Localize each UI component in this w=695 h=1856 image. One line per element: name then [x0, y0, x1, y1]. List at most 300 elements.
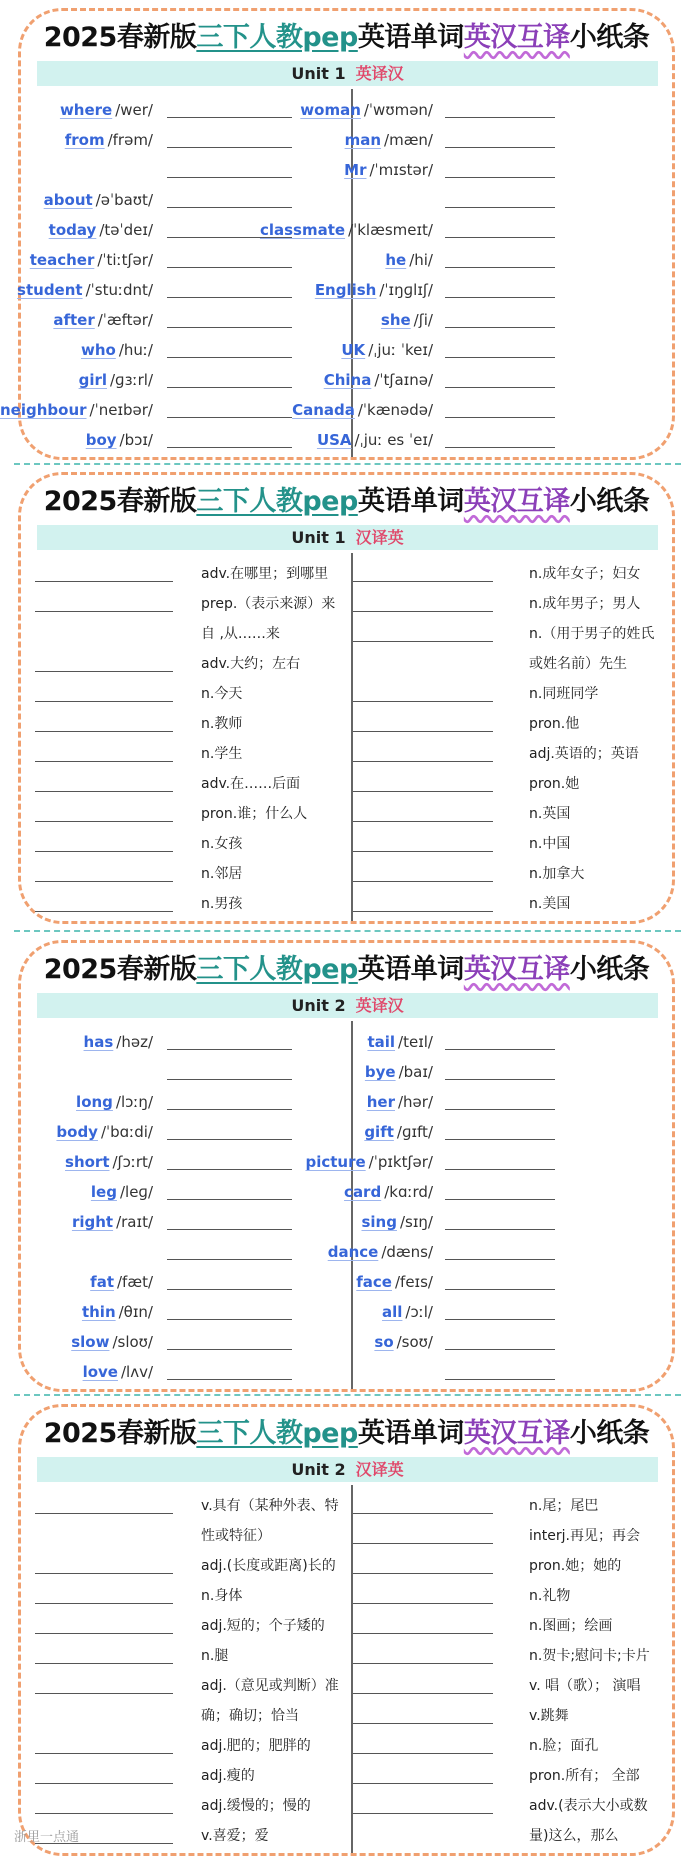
- chinese-meaning: v.喜爱；爱: [201, 1828, 269, 1844]
- answer-blank[interactable]: [35, 881, 173, 882]
- vocab-word: dance: [327, 1243, 379, 1261]
- vocab-word: about: [43, 191, 93, 209]
- vocab-word-entry: [91, 1177, 153, 1207]
- unit-label: Unit 2: [291, 1460, 346, 1479]
- chinese-meaning: 性或特征）: [201, 1528, 271, 1544]
- answer-blank[interactable]: [35, 701, 173, 702]
- phonetic: /ɡɪft/: [396, 1123, 433, 1141]
- chinese-meaning: n.身体: [201, 1588, 243, 1604]
- answer-blank[interactable]: [167, 327, 292, 328]
- phonetic: /baɪ/: [398, 1063, 433, 1081]
- title-prefix: 2025春新版: [43, 1418, 197, 1449]
- phonetic: /ʃi/: [413, 311, 433, 329]
- vocab-word: love: [82, 1363, 118, 1381]
- vocab-card: [18, 940, 675, 1392]
- vocab-word-entry: [65, 125, 153, 155]
- vocab-word: man: [344, 131, 382, 149]
- chinese-meaning: n.同班同学: [529, 686, 599, 702]
- answer-blank[interactable]: [353, 821, 493, 822]
- vocab-word-entry: [345, 125, 433, 155]
- vocab-word-entry: [300, 95, 433, 125]
- answer-blank[interactable]: [35, 851, 173, 852]
- answer-blank[interactable]: [353, 911, 493, 912]
- answer-blank[interactable]: [167, 1289, 292, 1290]
- chinese-meaning: n.礼物: [529, 1588, 571, 1604]
- vocab-word-entry: [305, 1147, 433, 1177]
- phonetic: /ˈæftər/: [97, 311, 153, 329]
- answer-blank[interactable]: [445, 387, 555, 388]
- vocab-word: picture: [305, 1153, 366, 1171]
- vocab-word: long: [76, 1093, 113, 1111]
- title-mode: 英汉互译: [463, 486, 570, 517]
- phonetic: /ˈstuːdnt/: [85, 281, 153, 299]
- answer-blank[interactable]: [353, 641, 493, 642]
- answer-blank[interactable]: [35, 1783, 173, 1784]
- vocab-word-entry: [17, 275, 153, 305]
- phonetic: /ˈpɪktʃər/: [368, 1153, 433, 1171]
- chinese-meaning: 或姓名前）先生: [529, 656, 627, 672]
- chinese-meaning: n.男孩: [201, 896, 243, 912]
- phonetic: /hər/: [397, 1093, 433, 1111]
- answer-blank[interactable]: [167, 1169, 292, 1170]
- phonetic: /hi/: [409, 251, 433, 269]
- answer-blank[interactable]: [35, 911, 173, 912]
- answer-blank[interactable]: [445, 207, 555, 208]
- phonetic: /lɔːŋ/: [115, 1093, 153, 1111]
- chinese-meaning: prep.（表示来源）来: [201, 596, 336, 612]
- answer-blank[interactable]: [167, 1379, 292, 1380]
- vocab-word: Mr: [344, 161, 367, 179]
- vocab-word-entry: [83, 1357, 153, 1387]
- phonetic: /leɡ/: [119, 1183, 153, 1201]
- answer-blank[interactable]: [445, 1199, 555, 1200]
- answer-blank[interactable]: [167, 1349, 292, 1350]
- vocab-word: fat: [90, 1273, 114, 1291]
- title-middle: 英语单词: [357, 1418, 464, 1449]
- answer-blank[interactable]: [353, 761, 493, 762]
- phonetic: /ˈneɪbər/: [89, 401, 153, 419]
- chinese-meaning: n.腿: [201, 1648, 229, 1664]
- answer-blank[interactable]: [445, 237, 555, 238]
- chinese-meaning: n.贺卡;慰问卡;卡片: [529, 1648, 650, 1664]
- mode-label: 汉译英: [355, 528, 404, 547]
- answer-blank[interactable]: [445, 327, 555, 328]
- card-title: [21, 479, 672, 518]
- chinese-meaning: n.成年女子；妇女: [529, 566, 641, 582]
- phonetic: /soʊ/: [396, 1333, 433, 1351]
- vocab-word: student: [17, 281, 83, 299]
- answer-blank[interactable]: [167, 1049, 292, 1050]
- answer-blank[interactable]: [167, 1229, 292, 1230]
- answer-blank[interactable]: [35, 611, 173, 612]
- chinese-meaning: pron.她；她的: [529, 1558, 622, 1574]
- vocab-word-entry: [344, 1177, 433, 1207]
- vocab-word: Canada: [292, 401, 355, 419]
- vocab-word: so: [374, 1333, 394, 1351]
- title-edition: 三下人教pep: [196, 22, 358, 53]
- vocab-word: tail: [367, 1033, 396, 1051]
- unit-bar: [37, 1457, 658, 1482]
- chinese-meaning: adj.短的；个子矮的: [201, 1618, 325, 1634]
- chinese-meaning: n.成年男子；男人: [529, 596, 641, 612]
- vocab-word: neighbour: [0, 401, 87, 419]
- answer-blank[interactable]: [353, 1813, 493, 1814]
- chinese-meaning: n.邻居: [201, 866, 243, 882]
- vocab-word: where: [59, 101, 113, 119]
- answer-blank[interactable]: [445, 1079, 555, 1080]
- answer-blank[interactable]: [353, 1603, 493, 1604]
- answer-blank[interactable]: [353, 851, 493, 852]
- answer-blank[interactable]: [445, 1379, 555, 1380]
- chinese-meaning: adj.缓慢的；慢的: [201, 1798, 311, 1814]
- phonetic: /ˈbɑːdi/: [100, 1123, 153, 1141]
- answer-blank[interactable]: [353, 1513, 493, 1514]
- chinese-meaning: adv.大约；左右: [201, 656, 301, 672]
- vocab-word-entry: [90, 1267, 153, 1297]
- vocab-word-entry: [365, 1057, 433, 1087]
- chinese-meaning: 量)这么，那么: [529, 1828, 619, 1844]
- unit-bar: [37, 61, 658, 86]
- vocab-word: short: [65, 1153, 110, 1171]
- phonetic: /fæt/: [117, 1273, 153, 1291]
- phonetic: /teɪl/: [398, 1033, 433, 1051]
- answer-blank[interactable]: [445, 177, 555, 178]
- vocab-word: her: [366, 1093, 395, 1111]
- answer-blank[interactable]: [445, 297, 555, 298]
- vocab-word-entry: [86, 425, 153, 455]
- answer-blank[interactable]: [167, 387, 292, 388]
- answer-blank[interactable]: [353, 581, 493, 582]
- vocab-word-entry: [385, 245, 433, 275]
- answer-blank[interactable]: [445, 1259, 555, 1260]
- answer-blank[interactable]: [445, 357, 555, 358]
- vocab-word-entry: [374, 1327, 433, 1357]
- title-middle: 英语单词: [357, 954, 464, 985]
- chinese-meaning: n.美国: [529, 896, 571, 912]
- title-prefix: 2025春新版: [43, 486, 197, 517]
- phonetic: /huː/: [118, 341, 153, 359]
- phonetic: /ʃɔːrt/: [112, 1153, 153, 1171]
- card-title: [21, 15, 672, 54]
- answer-blank[interactable]: [35, 1693, 173, 1694]
- vocab-word-entry: [382, 1297, 433, 1327]
- title-suffix: 小纸条: [569, 954, 650, 985]
- title-suffix: 小纸条: [569, 486, 650, 517]
- phonetic: /bɔɪ/: [119, 431, 153, 449]
- chinese-meaning: n.加拿大: [529, 866, 585, 882]
- answer-blank[interactable]: [35, 1513, 173, 1514]
- answer-blank[interactable]: [353, 611, 493, 612]
- answer-blank[interactable]: [445, 1049, 555, 1050]
- answer-blank[interactable]: [167, 1109, 292, 1110]
- title-mode: 英汉互译: [463, 22, 570, 53]
- answer-blank[interactable]: [167, 1079, 292, 1080]
- vocab-word-entry: [79, 365, 153, 395]
- vocab-word-entry: [367, 1087, 433, 1117]
- answer-blank[interactable]: [167, 147, 292, 148]
- vocab-word: body: [56, 1123, 98, 1141]
- vocab-word-entry: [367, 1027, 433, 1057]
- answer-blank[interactable]: [167, 1319, 292, 1320]
- answer-blank[interactable]: [35, 791, 173, 792]
- phonetic: /kɑːrd/: [384, 1183, 433, 1201]
- answer-blank[interactable]: [167, 1259, 292, 1260]
- phonetic: /ˈɪŋɡlɪʃ/: [379, 281, 433, 299]
- answer-blank[interactable]: [353, 1783, 493, 1784]
- chinese-meaning: 自 ,从……来: [201, 626, 280, 642]
- title-middle: 英语单词: [357, 22, 464, 53]
- vocab-word-entry: [44, 185, 153, 215]
- phonetic: /ˈtiːtʃər/: [97, 251, 153, 269]
- answer-blank[interactable]: [445, 117, 555, 118]
- chinese-meaning: adj.英语的；英语: [529, 746, 639, 762]
- vocab-word: all: [382, 1303, 403, 1321]
- phonetic: /ˈklæsmeɪt/: [348, 221, 433, 239]
- vocab-word-entry: [292, 395, 433, 425]
- answer-blank[interactable]: [35, 761, 173, 762]
- vocab-card: [18, 472, 675, 924]
- phonetic: /təˈdeɪ/: [99, 221, 153, 239]
- chinese-meaning: adv.在哪里；到哪里: [201, 566, 329, 582]
- answer-blank[interactable]: [353, 701, 493, 702]
- phonetic: /ˈwʊmən/: [363, 101, 433, 119]
- vocab-word: today: [48, 221, 97, 239]
- answer-blank[interactable]: [167, 1199, 292, 1200]
- chinese-meaning: n.（用于男子的姓氏: [529, 626, 655, 642]
- vocab-word-entry: [71, 1327, 153, 1357]
- vocab-word-entry: [60, 95, 153, 125]
- answer-blank[interactable]: [353, 1663, 493, 1664]
- answer-blank[interactable]: [445, 1229, 555, 1230]
- card-title: [21, 947, 672, 986]
- chinese-meaning: n.脸；面孔: [529, 1738, 599, 1754]
- chinese-meaning: n.英国: [529, 806, 571, 822]
- answer-blank[interactable]: [353, 1753, 493, 1754]
- title-edition: 三下人教pep: [196, 486, 358, 517]
- vocab-word-entry: [341, 335, 433, 365]
- chinese-meaning: pron.她: [529, 776, 580, 792]
- vocab-word-entry: [0, 395, 153, 425]
- chinese-meaning: pron.谁；什么人: [201, 806, 308, 822]
- unit-bar: [37, 993, 658, 1018]
- unit-label: Unit 1: [291, 528, 346, 547]
- phonetic: /əˈbaʊt/: [95, 191, 153, 209]
- title-mode: 英汉互译: [463, 954, 570, 985]
- phonetic: /θɪn/: [118, 1303, 153, 1321]
- phonetic: /raɪt/: [116, 1213, 153, 1231]
- vocab-word: who: [80, 341, 116, 359]
- vocab-word: boy: [85, 431, 117, 449]
- phonetic: /sɪŋ/: [399, 1213, 433, 1231]
- chinese-meaning: v. 唱（歌）； 演唱: [529, 1678, 641, 1694]
- answer-blank[interactable]: [353, 881, 493, 882]
- vocab-word: bye: [364, 1063, 396, 1081]
- vocab-word-entry: [317, 425, 433, 455]
- mode-label: 英译汉: [355, 64, 404, 83]
- title-suffix: 小纸条: [569, 22, 650, 53]
- vocab-word: USA: [316, 431, 352, 449]
- chinese-meaning: pron.他: [529, 716, 580, 732]
- answer-blank[interactable]: [167, 297, 292, 298]
- chinese-meaning: n.教师: [201, 716, 243, 732]
- section-separator: [14, 930, 681, 932]
- vocab-word: card: [344, 1183, 382, 1201]
- vocab-word: teacher: [29, 251, 95, 269]
- watermark: 浙里一点通: [14, 1830, 80, 1845]
- chinese-meaning: n.中国: [529, 836, 571, 852]
- answer-blank[interactable]: [167, 447, 292, 448]
- vocab-word-entry: [260, 215, 433, 245]
- title-prefix: 2025春新版: [43, 22, 197, 53]
- title-middle: 英语单词: [357, 486, 464, 517]
- answer-blank[interactable]: [445, 1139, 555, 1140]
- vocab-word: leg: [90, 1183, 117, 1201]
- chinese-meaning: 确；确切；恰当: [201, 1708, 299, 1724]
- vocab-card: [0, 8, 675, 460]
- chinese-meaning: adj.(长度或距离)长的: [201, 1558, 336, 1574]
- answer-blank[interactable]: [353, 1573, 493, 1574]
- answer-blank[interactable]: [167, 417, 292, 418]
- chinese-meaning: n.女孩: [201, 836, 243, 852]
- chinese-meaning: n.图画；绘画: [529, 1618, 613, 1634]
- phonetic: /feɪs/: [394, 1273, 433, 1291]
- answer-blank[interactable]: [445, 267, 555, 268]
- phonetic: /sloʊ/: [112, 1333, 153, 1351]
- vocab-word-entry: [65, 1147, 153, 1177]
- vocab-word: right: [71, 1213, 114, 1231]
- vocab-word-entry: [356, 1267, 433, 1297]
- answer-blank[interactable]: [167, 117, 292, 118]
- vocab-word-entry: [84, 1027, 153, 1057]
- answer-blank[interactable]: [167, 1139, 292, 1140]
- vocab-word-entry: [76, 1087, 153, 1117]
- phonetic: /ɔːl/: [405, 1303, 433, 1321]
- column-divider: [351, 1485, 353, 1853]
- title-suffix: 小纸条: [569, 1418, 650, 1449]
- vocab-word-entry: [364, 1117, 433, 1147]
- vocab-word-entry: [49, 215, 153, 245]
- chinese-meaning: v.跳舞: [529, 1708, 569, 1724]
- answer-blank[interactable]: [353, 1693, 493, 1694]
- answer-blank[interactable]: [445, 1109, 555, 1110]
- vocab-word-entry: [82, 1297, 153, 1327]
- answer-blank[interactable]: [353, 791, 493, 792]
- chinese-meaning: n.尾；尾巴: [529, 1498, 599, 1514]
- mode-label: 汉译英: [355, 1460, 404, 1479]
- vocab-word: face: [356, 1273, 392, 1291]
- answer-blank[interactable]: [167, 177, 292, 178]
- answer-blank[interactable]: [35, 821, 173, 822]
- phonetic: /həz/: [116, 1033, 153, 1051]
- answer-blank[interactable]: [35, 1753, 173, 1754]
- title-edition: 三下人教pep: [196, 954, 358, 985]
- chinese-meaning: pron.所有； 全部: [529, 1768, 640, 1784]
- vocab-word-entry: [315, 275, 433, 305]
- answer-blank[interactable]: [353, 1543, 493, 1544]
- unit-label: Unit 1: [291, 64, 346, 83]
- answer-blank[interactable]: [445, 1349, 555, 1350]
- phonetic: /ɡɜːrl/: [110, 371, 153, 389]
- vocab-word-entry: [72, 1207, 153, 1237]
- answer-blank[interactable]: [35, 1813, 173, 1814]
- vocab-word-entry: [56, 1117, 153, 1147]
- answer-blank[interactable]: [445, 1319, 555, 1320]
- vocab-word: he: [385, 251, 407, 269]
- unit-label: Unit 2: [291, 996, 346, 1015]
- vocab-word-entry: [344, 155, 433, 185]
- vocab-word: English: [314, 281, 377, 299]
- answer-blank[interactable]: [35, 1663, 173, 1664]
- answer-blank[interactable]: [445, 447, 555, 448]
- vocab-card: [18, 1404, 675, 1856]
- answer-blank[interactable]: [167, 267, 292, 268]
- answer-blank[interactable]: [35, 1603, 173, 1604]
- vocab-word: from: [64, 131, 105, 149]
- phonetic: /lʌv/: [120, 1363, 153, 1381]
- vocab-word: woman: [300, 101, 361, 119]
- phonetic: /ˈtʃaɪnə/: [374, 371, 433, 389]
- vocab-word: she: [380, 311, 411, 329]
- phonetic: /frəm/: [107, 131, 153, 149]
- answer-blank[interactable]: [353, 1723, 493, 1724]
- answer-blank[interactable]: [35, 1633, 173, 1634]
- chinese-meaning: interj.再见；再会: [529, 1528, 640, 1544]
- unit-bar: [37, 525, 658, 550]
- answer-blank[interactable]: [445, 1169, 555, 1170]
- answer-blank[interactable]: [35, 731, 173, 732]
- chinese-meaning: adv.(表示大小或数: [529, 1798, 648, 1814]
- chinese-meaning: adj.瘦的: [201, 1768, 255, 1784]
- vocab-word: after: [53, 311, 95, 329]
- vocab-word-entry: [324, 365, 433, 395]
- phonetic: /wer/: [115, 101, 153, 119]
- answer-blank[interactable]: [353, 731, 493, 732]
- column-divider: [351, 553, 353, 921]
- card-title: [21, 1411, 672, 1450]
- title-mode: 英汉互译: [463, 1418, 570, 1449]
- chinese-meaning: v.具有（某种外表、特: [201, 1498, 339, 1514]
- phonetic: /ˌjuː es ˈeɪ/: [354, 431, 433, 449]
- answer-blank[interactable]: [353, 1633, 493, 1634]
- answer-blank[interactable]: [167, 357, 292, 358]
- answer-blank[interactable]: [445, 1289, 555, 1290]
- answer-blank[interactable]: [35, 581, 173, 582]
- vocab-word: gift: [364, 1123, 394, 1141]
- vocab-word: classmate: [259, 221, 346, 239]
- chinese-meaning: adj.（意见或判断）准: [201, 1678, 339, 1694]
- vocab-word: sing: [361, 1213, 397, 1231]
- phonetic: /dæns/: [381, 1243, 433, 1261]
- section-separator: [14, 463, 681, 465]
- vocab-word: has: [83, 1033, 114, 1051]
- phonetic: /ˈkænədə/: [357, 401, 433, 419]
- vocab-word-entry: [328, 1237, 433, 1267]
- vocab-word: girl: [78, 371, 107, 389]
- answer-blank[interactable]: [445, 417, 555, 418]
- vocab-word-entry: [53, 305, 153, 335]
- vocab-word: slow: [71, 1333, 110, 1351]
- answer-blank[interactable]: [167, 207, 292, 208]
- mode-label: 英译汉: [355, 996, 404, 1015]
- chinese-meaning: adv.在……后面: [201, 776, 301, 792]
- vocab-word-entry: [381, 305, 433, 335]
- answer-blank[interactable]: [35, 1573, 173, 1574]
- title-edition: 三下人教pep: [196, 1418, 358, 1449]
- phonetic: /ˌjuː ˈkeɪ/: [368, 341, 433, 359]
- answer-blank[interactable]: [35, 671, 173, 672]
- vocab-word: China: [323, 371, 372, 389]
- answer-blank[interactable]: [445, 147, 555, 148]
